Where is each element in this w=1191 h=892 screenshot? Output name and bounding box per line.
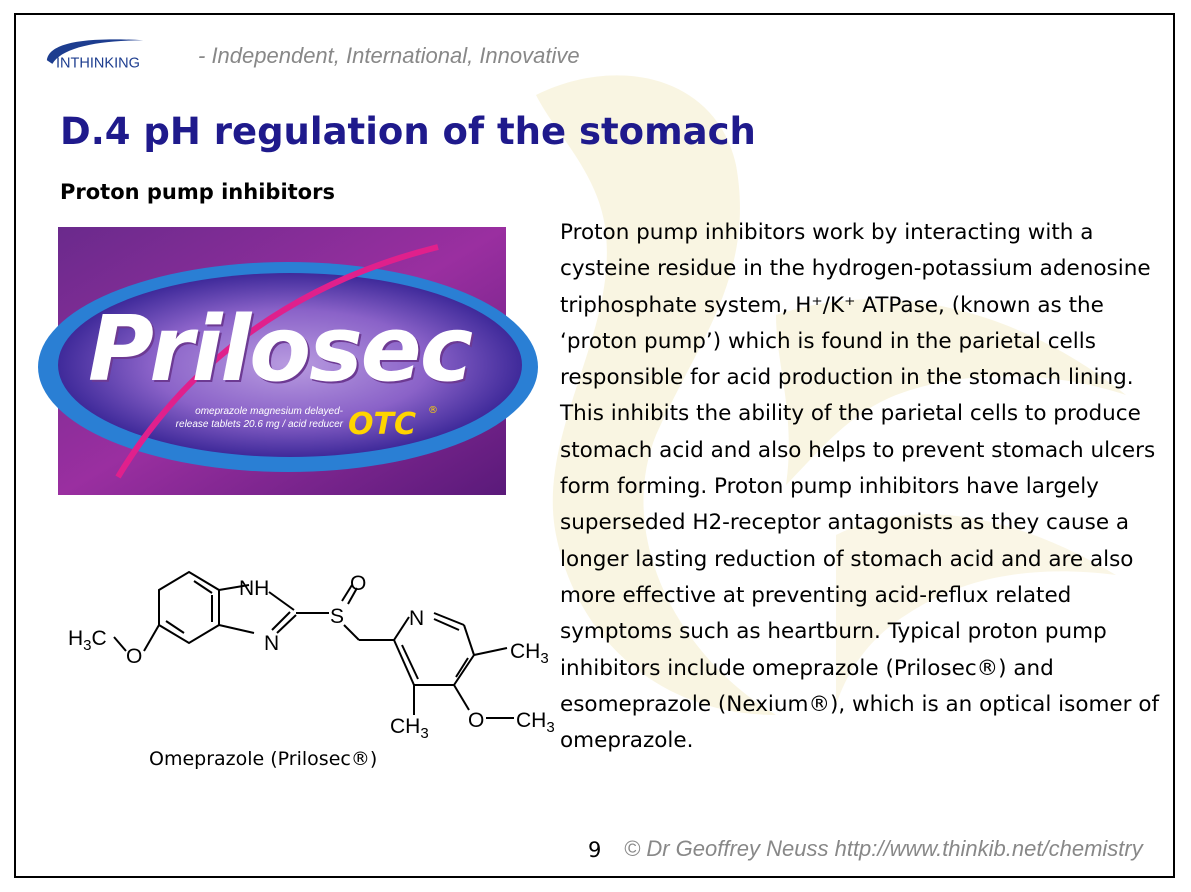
structure-bonds <box>114 572 514 718</box>
inthinking-logo <box>36 33 196 73</box>
page-number: 9 <box>588 838 602 862</box>
section-subtitle: Proton pump inhibitors <box>60 180 335 204</box>
atom-ch3-right-ch: CH <box>510 640 541 663</box>
page-title: D.4 pH regulation of the stomach <box>60 110 756 153</box>
otc-badge: OTC <box>348 407 416 442</box>
product-description-line2: release tablets 20.6 mg / acid reducer <box>175 419 343 430</box>
atom-ch3-right <box>510 640 549 667</box>
atom-methoxy-o-right: O <box>468 709 485 732</box>
atom-h3c-sub: 3 <box>83 637 92 654</box>
product-description-line1: omeprazole magnesium delayed- <box>195 406 343 417</box>
atom-imidazole-n: N <box>264 632 280 655</box>
structure-caption: Omeprazole (Prilosec®) <box>149 748 378 770</box>
atom-ch3-far-ch: CH <box>516 709 547 732</box>
atom-ch3-bottom-ch: CH <box>390 715 421 738</box>
atom-h3c-c: C <box>91 627 107 650</box>
omeprazole-structure <box>44 555 555 742</box>
atom-s: S <box>330 605 345 628</box>
prilosec-product-image <box>58 227 506 495</box>
body-paragraph: Proton pump inhibitors work by interacting with a cysteine residue in the hydrogen-potassium adenosine triphosphate system, H⁺/K⁺ ATPase, (known as the ‘proton pump’) which is found in the parietal cells responsible for acid production in the stomach lining. This inhibits the ability of the parietal cells to produce stomach acid and also helps to prevent stomach ulcers form forming. Proton pump inhibitors have largely superseded H2-receptor antagonists as they cause a longer lasting reduction of stomach acid and are also more effective at preventing acid-reflux related symptoms such as heartburn. Typical proton pump inhibitors include omeprazole (Prilosec®) and esomeprazole (Nexium®), which is an optical isomer of omeprazole. <box>560 220 1160 754</box>
atom-h3c <box>68 627 107 654</box>
product-brand: Prilosec <box>88 297 472 402</box>
logo-text: INTHINKING <box>56 55 140 72</box>
product-description <box>173 405 343 431</box>
atom-sulfoxide-o: O <box>350 572 367 595</box>
tagline: - Independent, International, Innovative <box>198 43 580 68</box>
atom-ch3-far-sub: 3 <box>546 719 555 736</box>
atom-methoxy-o-left: O <box>126 645 143 668</box>
atom-h3c-h: H <box>68 627 84 650</box>
atom-ch3-bottom-sub: 3 <box>420 725 429 742</box>
atom-nh: NH <box>239 577 270 600</box>
slide <box>14 13 1175 878</box>
registered-mark: ® <box>428 405 438 416</box>
body-text <box>560 215 1160 759</box>
atom-ch3-bottom <box>390 715 429 742</box>
atom-ch3-right-sub: 3 <box>540 650 549 667</box>
atom-pyridine-n: N <box>409 607 425 630</box>
footer-credit: © Dr Geoffrey Neuss http://www.thinkib.net/chemistry <box>624 836 1143 861</box>
